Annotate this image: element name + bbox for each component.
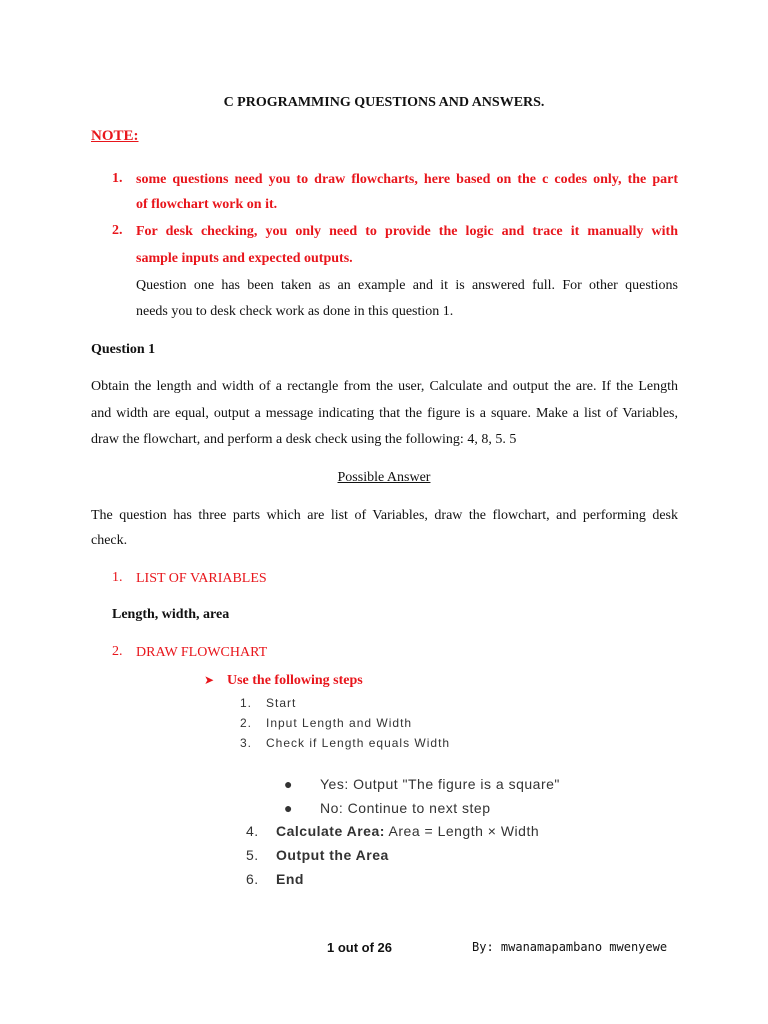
answer-intro-line-1: The question has three parts which are list of Variables, draw the flowchart, and performing desk <box>91 508 678 523</box>
sub-step-item <box>284 800 560 824</box>
steps-intro: Use the following steps <box>227 673 363 688</box>
step-number: 6. <box>246 871 259 887</box>
step-number: 1. <box>240 696 253 710</box>
step-text-bold: Output the Area <box>276 847 389 863</box>
note-1-line-1: some questions need you to draw flowcharts, here based on the c codes only, the part <box>136 172 678 187</box>
bullet-icon: ● <box>284 800 293 816</box>
step-number: 4. <box>246 823 259 839</box>
step-item <box>246 847 539 871</box>
variables-list: Length, width, area <box>112 607 230 622</box>
step-item <box>240 696 450 716</box>
step-number: 2. <box>240 716 253 730</box>
later-steps-list <box>246 823 539 895</box>
note-1-number: 1. <box>112 171 123 186</box>
note-paragraph-line-2: needs you to desk check work as done in this question 1. <box>136 304 454 319</box>
section-1-label: LIST OF VARIABLES <box>136 571 267 586</box>
answer-intro-line-2: check. <box>91 533 128 548</box>
steps-list <box>240 696 450 756</box>
section-2-label: DRAW FLOWCHART <box>136 645 268 660</box>
step-text: Input Length and Width <box>266 716 413 730</box>
footer-author: By: mwanamapambano mwenyewe <box>472 940 668 954</box>
note-1-line-2: of flowchart work on it. <box>136 197 278 212</box>
step-number: 3. <box>240 736 253 750</box>
page-number: 1 out of 26 <box>327 940 393 955</box>
page-title: C PROGRAMMING QUESTIONS AND ANSWERS. <box>223 95 545 110</box>
note-heading: NOTE: <box>91 128 139 144</box>
possible-answer-heading: Possible Answer <box>337 470 431 485</box>
step-text: Start <box>266 696 297 710</box>
bullet-icon: ● <box>284 776 293 792</box>
note-2-line-1: For desk checking, you only need to provide the logic and trace it manually with <box>136 224 678 239</box>
sub-step-item <box>284 776 560 800</box>
question-text-line-3: draw the flowchart, and perform a desk check using the following: 4, 8, 5. 5 <box>91 432 517 447</box>
question-heading: Question 1 <box>91 342 156 357</box>
question-text-line-1: Obtain the length and width of a rectangle from the user, Calculate and output the are. If the Length <box>91 379 678 394</box>
step-item <box>246 871 539 895</box>
step-number: 5. <box>246 847 259 863</box>
note-2-number: 2. <box>112 223 123 238</box>
sub-step-text: No: Continue to next step <box>320 800 491 816</box>
note-2-line-2: sample inputs and expected outputs. <box>136 251 353 266</box>
step-text: Check if Length equals Width <box>266 736 451 750</box>
step-item <box>246 823 539 847</box>
step-text-rest: Area = Length × Width <box>384 823 540 839</box>
sub-steps-list <box>284 776 560 824</box>
note-paragraph-line-1: Question one has been taken as an example and it is answered full. For other questions <box>136 278 678 293</box>
arrow-bullet-icon: ➤ <box>204 673 215 687</box>
section-1-number: 1. <box>112 570 123 585</box>
question-text-line-2: and width are equal, output a message indicating that the figure is a square. Make a list of Variables, <box>91 406 678 421</box>
sub-step-text: Yes: Output "The figure is a square" <box>320 776 560 792</box>
section-2-number: 2. <box>112 644 123 659</box>
step-text-bold: End <box>276 871 304 887</box>
step-item <box>240 736 450 756</box>
step-item <box>240 716 450 736</box>
step-text-bold: Calculate Area: <box>276 823 385 839</box>
